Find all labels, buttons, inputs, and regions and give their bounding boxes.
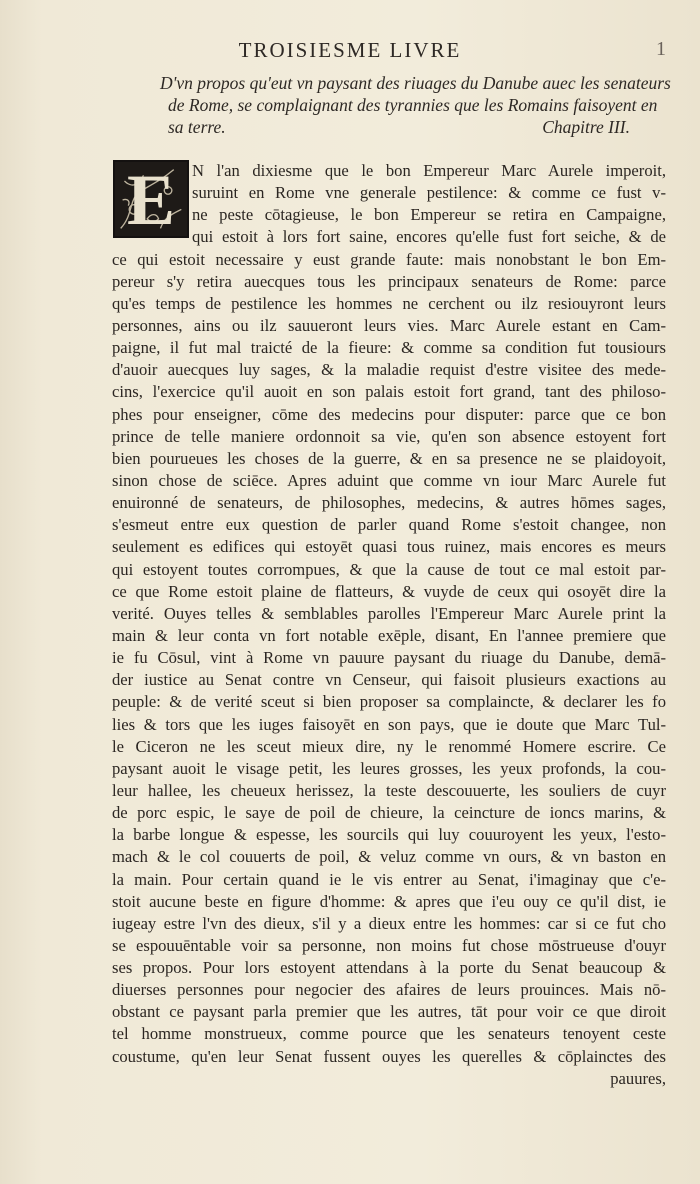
catchword: pauures, bbox=[610, 1068, 666, 1088]
body-text bbox=[112, 160, 666, 1090]
text-line: obstant ce paysant parla premier que les autres, tāt pour voir ce que diroit bbox=[112, 1002, 666, 1022]
text-line: diuerses personnes pour negocier des afaires de leurs prouinces. Mais nō- bbox=[112, 980, 666, 1000]
text-line: ne peste cōtagieuse, le bon Empereur se retira en Campaigne, bbox=[192, 205, 666, 225]
text-line: personnes, ains ou ilz sauueront leurs vies. Marc Aurele estant en Cam- bbox=[112, 315, 666, 335]
chapter-heading-tail: sa terre. bbox=[168, 117, 226, 137]
text-line: tel homme monstrueux, comme pource que les senateurs tenoyent ceste bbox=[112, 1024, 666, 1044]
text-line: paigne, il fut mal traicté de la fieure: & comme sa condition fut tousiours bbox=[112, 338, 666, 358]
text-line: peuple: & de verité sceut si bien proposer sa complaincte, & declarer les fo bbox=[112, 692, 666, 712]
text-line: se espouuēntable voir sa personne, non moins fut chose mōstrueuse d'ouyr bbox=[112, 935, 666, 955]
text-line: main & leur conta vn fort notable exēple, disant, En l'annee premiere que bbox=[112, 625, 666, 645]
text-line: bien pourueues les choses de la guerre, & en sa presence ne se plaidoyoit, bbox=[112, 448, 666, 468]
chapter-heading bbox=[160, 72, 671, 138]
text-line: la barbe longue & espesse, les sourcils qui luy couuroyent les yeux, l'esto- bbox=[112, 825, 666, 845]
text-line: ie fu Cōsul, vint à Rome vn pauure paysant du riuage du Danube, demā- bbox=[112, 648, 666, 668]
text-line: lies & tors que les iuges faisoyēt en son pays, que ie doute que Marc Tul- bbox=[112, 714, 666, 734]
text-line: le Ciceron ne les sceut mieux dire, ny le renommé Homere escrire. Ce bbox=[112, 736, 666, 756]
text-line: sinon chose de sciēce. Apres aduint que comme vn iour Marc Aurele fut bbox=[112, 470, 666, 490]
text-line: qui estoyent toutes corrompues, & que la cause de tout ce mal estoit par- bbox=[112, 559, 666, 579]
running-title: TROISIESME LIVRE bbox=[238, 38, 462, 62]
text-line: ses propos. Pour lors estoyent attendans à la porte du Senat beaucoup & bbox=[112, 958, 666, 978]
text-line: d'auoir auecques luy sages, & la maladie requist d'estre visitee des mede- bbox=[112, 360, 666, 380]
text-line: stoit aucune beste en figure d'homme: & apres que i'eu ouy ce qu'il dist, ie bbox=[112, 891, 666, 911]
text-line: pereur s'y retira auecques tous les principaux senateurs de Rome: parce bbox=[112, 271, 666, 291]
text-line: coustume, qu'en leur Senat fussent ouyes les querelles & cōplainctes des bbox=[112, 1046, 666, 1066]
text-line: suruint en Rome vne generale pestilence: & comme ce fust v- bbox=[192, 183, 666, 203]
text-line: iugeay estre l'vn des dieux, s'il y a dieux entre les hommes: car si ce fut cho bbox=[112, 913, 666, 933]
text-line: mach & le col couuerts de poil, & veluz comme vn ours, & vn baston en bbox=[112, 847, 666, 867]
chapter-heading-line: D'vn propos qu'eut vn paysant des riuages du Danube auec les senateurs bbox=[160, 73, 671, 93]
text-line: enuironné de senateurs, de philosophes, medecins, & autres hōmes sages, bbox=[112, 493, 666, 513]
text-line: prince de telle maniere ordonnoit sa vie, qu'en son absence estoyent fort bbox=[112, 426, 666, 446]
text-line: seulement es edifices qui estoyēt quasi tous ruinez, mais encores es meurs bbox=[112, 537, 666, 557]
text-line: phes pour enseigner, cōme des medecins pour disputer: parce que ce bon bbox=[112, 404, 666, 424]
text-line: leur hallee, les cheueux herissez, la teste descouuerte, les souliers de cuyr bbox=[112, 780, 666, 800]
chapter-heading-line: de Rome, se complaignant des tyrannies que les Romains faisoyent en bbox=[168, 95, 658, 115]
text-line: qui estoit à lors fort saine, encores qu'elle fust fort seiche, & de bbox=[192, 227, 666, 247]
text-line: paysant auoit le visage petit, les leures grosses, les yeux profonds, la cou- bbox=[112, 758, 666, 778]
drop-cap-letter: E bbox=[126, 160, 176, 240]
text-line: qu'es temps de pestilence les hommes ne cerchent ou ilz resiouyront leurs bbox=[112, 293, 666, 313]
chapter-heading-last-line bbox=[160, 116, 630, 138]
text-line: ce qui estoit necessaire y eust grande faute: mais nonobstant le bon Em- bbox=[112, 249, 666, 269]
text-line: cins, l'exercice qu'il auoit en son palais estoit fort grand, tant des philoso- bbox=[112, 382, 666, 402]
chapter-label: Chapitre III. bbox=[542, 117, 630, 137]
text-line: der iustice au Senat contre vn Censeur, qui faisoit plusieurs exactions au bbox=[112, 670, 666, 690]
text-line: N l'an dixiesme que le bon Empereur Marc Aurele imperoit, bbox=[192, 161, 666, 180]
text-line: s'esmeut entre eux question de parler quand Rome s'estoit changee, non bbox=[112, 515, 666, 535]
text-line: verité. Ouyes telles & semblables parolles l'Empereur Marc Aurele print la bbox=[112, 603, 666, 623]
text-line: la main. Pour certain quand ie le vis entrer au Senat, i'imaginay que c'e- bbox=[112, 869, 666, 889]
text-line: de porc espic, le saye de poil de chieure, la ceincture de ioncs marins, & bbox=[112, 803, 666, 823]
text-line: ce que Rome estoit plaine de flatteurs, & vuyde de ceux qui osoyēt dire la bbox=[112, 581, 666, 601]
page-number: 1 bbox=[656, 38, 666, 60]
